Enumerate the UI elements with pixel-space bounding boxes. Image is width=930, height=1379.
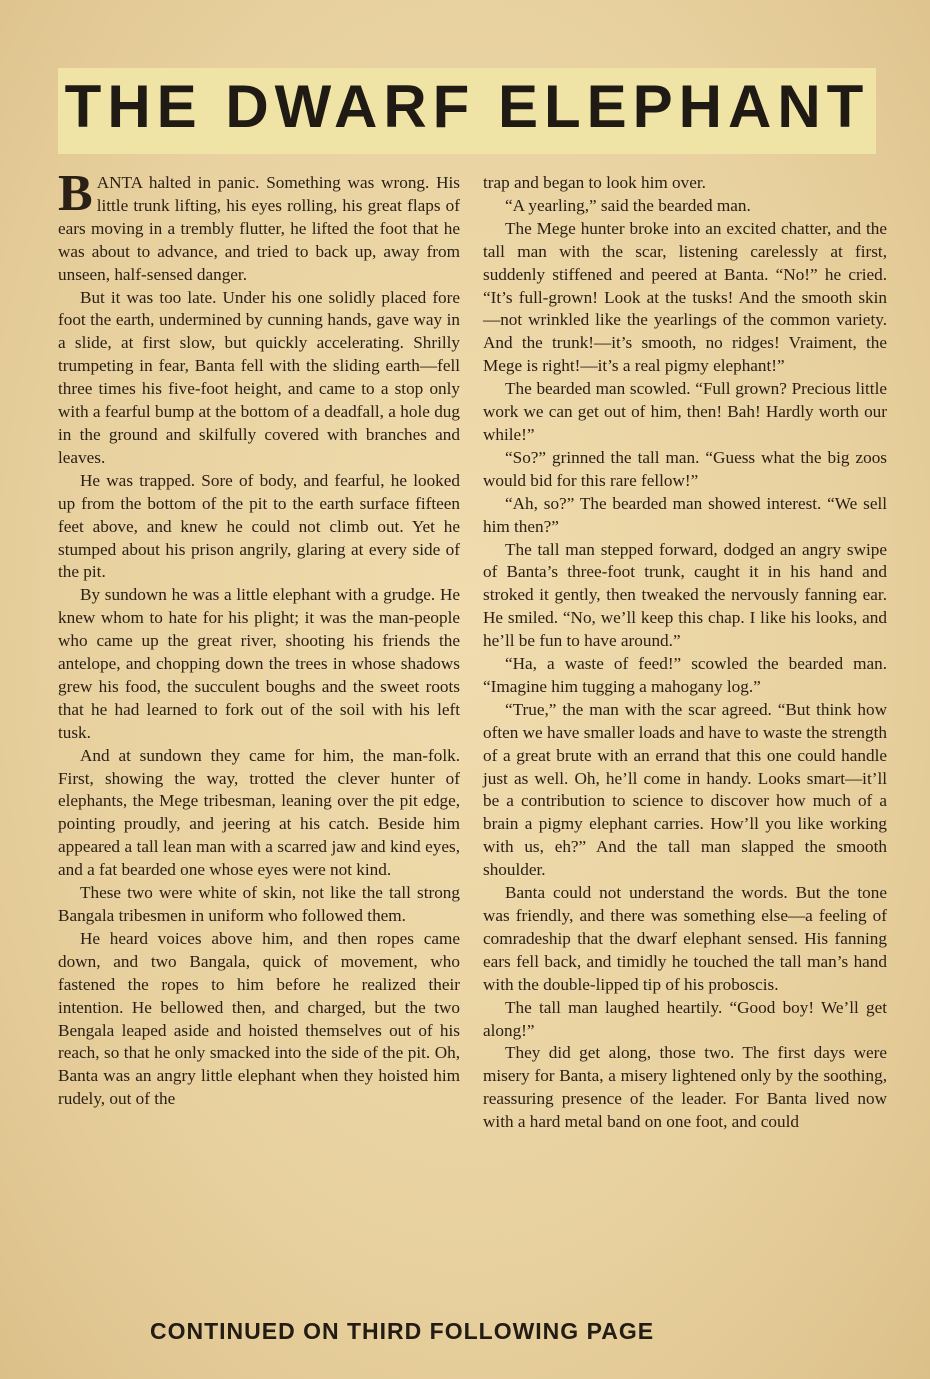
paragraph: And at sundown they came for him, the man-folk. First, showing the way, trotted the clever hunter of elephants, the Mege tribesman, leaning over the pit edge, pointing proudly, and jeering at his catch. Beside him appeared a tall lean man with a scarred jaw and kind eyes, and a fat bearded one whose eyes were not kind. — [58, 745, 460, 880]
left-column — [58, 165, 460, 1111]
paragraph: “Ha, a waste of feed!” scowled the bearded man. “Imagine him tugging a mahogany log.” — [483, 654, 887, 696]
paragraph: He was trapped. Sore of body, and fearful, he looked up from the bottom of the pit to the earth surface fifteen feet above, and knew he could not climb out. Yet he stumped about his prison angrily, glaring at every side of the pit. — [58, 470, 460, 582]
paragraph: trap and began to look him over. — [483, 173, 706, 192]
paragraph: The tall man stepped forward, dodged an angry swipe of Banta’s three-foot trunk, caught it in his hand and stroked it gently, then tweaked the nervously fanning ear. He smiled. “No, we’ll keep this chap. I like his looks, and he’ll be fun to have around.” — [483, 539, 887, 651]
paragraph: He heard voices above him, and then ropes came down, and two Bangala, quick of movement, who fastened the ropes to him before he realized their intention. He bellowed then, and charged, but the two Bengala leaped aside and hoisted themselves out of his reach, so that he only smacked into the side of the pit. Oh, Banta was an angry little elephant when they hoisted him rudely, out of the — [58, 928, 460, 1109]
paragraph: The bearded man scowled. “Full grown? Precious little work we can get out of him, then! Bah! Hardly worth our while!” — [483, 379, 887, 444]
paragraph: “So?” grinned the tall man. “Guess what the big zoos would bid for this rare fellow!” — [483, 447, 887, 490]
paragraph: The tall man laughed heartily. “Good boy! We’ll get along!” — [483, 997, 887, 1040]
right-column — [483, 172, 887, 1134]
paragraph: “Ah, so?” The bearded man showed interest. “We sell him then?” — [483, 493, 887, 536]
paragraph: But it was too late. Under his one solidly placed fore foot the earth, undermined by cunning hands, gave way in a slide, at first slow, but quickly accelerating. Shrilly trumpeting in fear, Banta fell with the sliding earth—fell three times his five-foot height, and came to a stop only with a fearful bump at the bottom of a deadfall, a hole dug in the ground and skilfully covered with branches and leaves. — [58, 287, 460, 467]
paragraph: Banta could not understand the words. But the tone was friendly, and there was something else—a feeling of comradeship that the dwarf elephant sensed. His fanning ears fell back, and timidly he touched the tall man’s hand with the double-lipped tip of his proboscis. — [483, 883, 887, 994]
paragraph: “True,” the man with the scar agreed. “But think how often we have smaller loads and have to waste the strength of a great brute with an errand that this one could handle just as well. Oh, he’ll come in handy. Looks smart—it’ll be a contribution to science to discover how much of a brain a pigmy elephant carries. How’ll you like working with us, eh?” And the tall man slapped the smooth shoulder. — [483, 699, 887, 880]
drop-cap: B — [58, 165, 93, 222]
paragraph: These two were white of skin, not like the tall strong Bangala tribesmen in uniform who followed them. — [58, 883, 460, 925]
paragraph: BANTA halted in panic. Something was wrong. His little trunk lifting, his eyes rolling, his great flaps of ears moving in a trembly flutter, he lifted the foot that he was about to advance, and tried to back up, away from unseen, half-sensed danger. — [58, 165, 460, 284]
paragraph: The Mege hunter broke into an excited chatter, and the tall man with the scar, listening carelessly at first, suddenly stiffened and peered at Banta. “No!” he cried. “It’s full-grown! Look at the tusks! And the smooth skin—not wrinkled like the yearlings of the common variety. And the trunk!—it’s smooth, no ridges! Vraiment, the Mege is right!—it’s a real pigmy elephant!” — [483, 218, 887, 376]
paragraph: They did get along, those two. The first days were misery for Banta, a misery lightened only by the soothing, reassuring presence of the leader. For Banta lived now with a hard metal band on one foot, and could — [483, 1043, 887, 1132]
paragraph: By sundown he was a little elephant with a grudge. He knew whom to hate for his plight; it was the man-people who came up the great river, shooting his friends the antelope, and chopping down the trees in whose shadows grew his food, the succulent boughs and the sweet roots that he had learned to fork out of the soil with his left tusk. — [58, 585, 460, 742]
continued-footer: CONTINUED ON THIRD FOLLOWING PAGE — [150, 1318, 655, 1344]
paragraph: “A yearling,” said the bearded man. — [505, 195, 751, 215]
story-title: THE DWARF ELEPHANT — [64, 73, 870, 140]
